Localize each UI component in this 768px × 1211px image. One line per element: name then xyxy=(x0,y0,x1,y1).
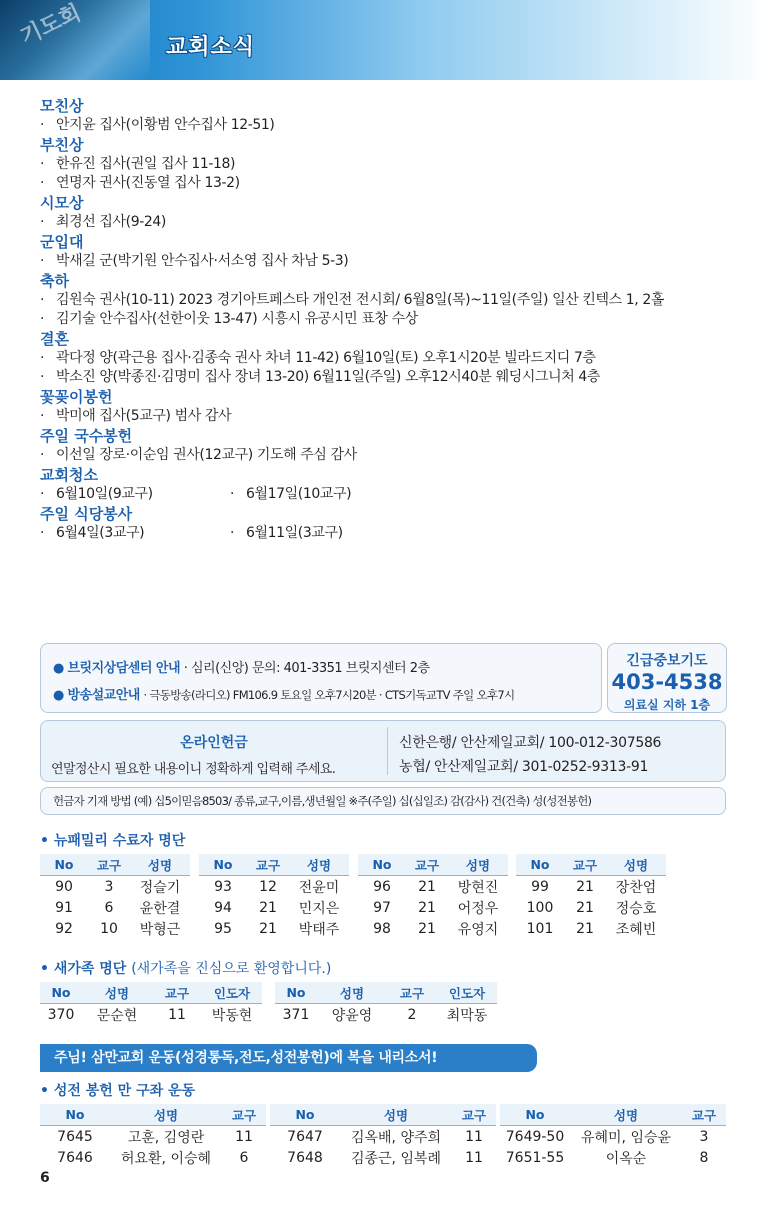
column-header: 성명 xyxy=(104,985,130,1001)
meal-item-text: 6월11일(3교구) xyxy=(246,525,343,541)
table-cell: 96 xyxy=(373,878,391,895)
news-item xyxy=(40,407,740,426)
table-cell: 97 xyxy=(373,899,391,916)
column-header: 성명 xyxy=(147,857,173,873)
offering-table-header xyxy=(500,1104,726,1126)
table-cell: 11 xyxy=(465,1149,483,1166)
bullet-icon: · xyxy=(40,486,45,502)
table-cell: 3 xyxy=(104,878,114,895)
offering-table xyxy=(270,1104,496,1168)
news-item-text: 이선일 장로·이순임 권사(12교구) 기도해 주심 감사 xyxy=(56,447,357,463)
bullet-icon: · xyxy=(230,486,235,502)
news-category: 시모상 xyxy=(40,194,84,212)
table-row xyxy=(516,918,666,939)
prayer-banner: 주님! 삼만교회 운동(성경통독,전도,성전봉헌)에 복을 내리소서! xyxy=(40,1044,537,1072)
offering-method-box: 헌금자 기재 방법 (예) 십5이믿음8503/ 종류,교구,이름,생년월일 ※주(주일) 십(십일조) 감(감사) 건(건축) 성(성전봉헌) xyxy=(40,787,726,815)
online-offering-subtitle: 연말정산시 필요한 내용이니 정확하게 입력해 주세요. xyxy=(51,762,336,777)
news-item xyxy=(40,310,740,329)
table-cell: 박태주 xyxy=(298,921,340,938)
newfamily-table-header xyxy=(199,854,349,876)
table-row xyxy=(40,876,190,897)
table-cell: 21 xyxy=(418,920,436,937)
meal-category: 주일 식당봉사 xyxy=(40,505,133,523)
bullet-icon: ● xyxy=(53,661,64,676)
newfamily-table-header xyxy=(516,854,666,876)
broadcast-label: 방송설교안내 xyxy=(67,688,140,703)
news-item-text: 연명자 권사(진동열 집사 13-2) xyxy=(56,175,240,191)
table-cell: 7647 xyxy=(287,1128,323,1145)
news-item xyxy=(40,213,740,232)
news-item xyxy=(40,349,740,368)
bullet-icon: · xyxy=(40,408,45,424)
column-header: 교구 xyxy=(231,1107,257,1123)
bullet-icon: · xyxy=(40,156,45,172)
news-item-text: 김원숙 권사(10-11) 2023 경기아트페스타 개인전 전시회/ 6월8일(목)~11일(주일) 일산 킨텍스 1, 2홀 xyxy=(56,292,665,308)
news-category: 모친상 xyxy=(40,97,84,115)
column-header: 성명 xyxy=(613,1107,639,1123)
table-cell: 고훈, 김영란 xyxy=(127,1129,205,1146)
table-cell: 12 xyxy=(259,878,277,895)
newmembers-table-header xyxy=(40,982,262,1004)
news-category: 꽃꽂이봉헌 xyxy=(40,388,113,406)
table-cell: 6 xyxy=(239,1149,249,1166)
column-header: No xyxy=(286,985,306,1000)
column-header: No xyxy=(54,857,74,872)
broadcast-text: · 극동방송(라디오) FM106.9 토요일 오후7시20분 · CTS기독교TV 주일 오후7시 xyxy=(143,688,515,702)
cleaning-item xyxy=(230,485,420,504)
offering-title: • 성전 봉헌 만 구좌 운동 xyxy=(40,1083,196,1099)
newmembers-table-header xyxy=(275,982,497,1004)
urgent-prayer-phone: 403-4538 xyxy=(611,670,723,694)
news-item xyxy=(40,116,740,135)
news-item-text: 김기술 안수집사(선한이웃 13-47) 시흥시 유공시민 표창 수상 xyxy=(56,311,418,327)
table-cell: 91 xyxy=(55,899,73,916)
table-row xyxy=(40,1147,266,1168)
column-header: No xyxy=(213,857,233,872)
newfamily-table-header xyxy=(358,854,508,876)
newfamily-table xyxy=(40,854,190,939)
table-row xyxy=(516,876,666,897)
online-offering-box xyxy=(40,720,726,782)
newmembers-table xyxy=(40,982,262,1025)
bullet-icon: · xyxy=(40,525,45,541)
news-item-text: 한유진 집사(권일 집사 11-18) xyxy=(56,156,236,172)
table-row xyxy=(40,918,190,939)
column-header: No xyxy=(65,1107,85,1122)
offering-table-header xyxy=(270,1104,496,1126)
news-item xyxy=(40,291,740,310)
bank-account-nonghyup: 농협/ 안산제일교회/ 301-0252-9313-91 xyxy=(399,759,649,775)
urgent-prayer-box xyxy=(607,643,727,713)
table-row xyxy=(199,876,349,897)
table-cell: 21 xyxy=(418,899,436,916)
table-cell: 김종근, 임복례 xyxy=(350,1150,442,1167)
online-offering-title: 온라인헌금 xyxy=(180,735,248,751)
table-cell: 371 xyxy=(282,1006,310,1023)
news-item-text: 박소진 양(박종진·김명미 집사 장녀 13-20) 6월11일(주일) 오후12시40분 웨딩시그니처 4층 xyxy=(56,369,601,385)
table-cell: 21 xyxy=(418,878,436,895)
table-cell: 21 xyxy=(576,899,594,916)
news-category: 결혼 xyxy=(40,330,69,348)
newfamily-title: • 뉴패밀리 수료자 명단 xyxy=(40,833,186,849)
newfamily-table xyxy=(199,854,349,939)
offering-table-header xyxy=(40,1104,266,1126)
column-header: No xyxy=(51,985,71,1000)
meal-items xyxy=(40,524,740,543)
table-cell: 윤한결 xyxy=(139,900,181,917)
table-cell: 11 xyxy=(465,1128,483,1145)
news-category: 군입대 xyxy=(40,233,84,251)
divider xyxy=(387,727,388,775)
newfamily-table-header xyxy=(40,854,190,876)
table-row xyxy=(270,1147,496,1168)
news-category: 주일 국수봉헌 xyxy=(40,427,133,445)
bullet-icon: · xyxy=(40,175,45,191)
column-header: 교구 xyxy=(96,857,122,873)
table-cell: 92 xyxy=(55,920,73,937)
table-cell: 11 xyxy=(235,1128,253,1145)
news-item-text: 박새길 군(박기원 안수집사·서소영 집사 차남 5-3) xyxy=(56,253,349,269)
cleaning-category: 교회청소 xyxy=(40,466,98,484)
newmembers-title xyxy=(40,958,331,978)
table-cell: 21 xyxy=(576,920,594,937)
table-cell: 370 xyxy=(47,1006,75,1023)
table-cell: 100 xyxy=(526,899,554,916)
header-decoration xyxy=(0,0,150,80)
table-row xyxy=(516,897,666,918)
news-item xyxy=(40,155,740,174)
column-header: 성명 xyxy=(339,985,365,1001)
column-header: 성명 xyxy=(153,1107,179,1123)
table-cell: 조혜빈 xyxy=(615,921,657,938)
column-header: 성명 xyxy=(306,857,332,873)
column-header: 성명 xyxy=(465,857,491,873)
meal-item xyxy=(230,524,420,543)
table-cell: 문순현 xyxy=(96,1007,138,1024)
bullet-icon: · xyxy=(40,292,45,308)
table-cell: 장찬엄 xyxy=(615,879,657,896)
table-cell: 민지은 xyxy=(298,900,340,917)
meal-item-text: 6월4일(3교구) xyxy=(56,525,145,541)
news-item xyxy=(40,446,740,465)
table-cell: 7646 xyxy=(57,1149,93,1166)
page-number: 6 xyxy=(40,1170,50,1186)
table-cell: 90 xyxy=(55,878,73,895)
table-cell: 이옥순 xyxy=(605,1150,647,1167)
column-header: 교구 xyxy=(164,985,190,1001)
broadcast-row xyxy=(53,682,601,709)
news-item-text: 곽다정 양(곽근용 집사·김종숙 권사 차녀 11-42) 6월10일(토) 오후1시20분 빌라드지디 7층 xyxy=(56,350,596,366)
bullet-icon: · xyxy=(40,311,45,327)
table-cell: 박형근 xyxy=(139,921,181,938)
header-art-text: 기도회 xyxy=(16,0,85,51)
table-cell: 최막동 xyxy=(446,1007,488,1024)
cleaning-item-text: 6월17일(10교구) xyxy=(246,486,352,502)
newmembers-note: (새가족을 진심으로 환영합니다.) xyxy=(131,961,332,977)
table-cell: 3 xyxy=(699,1128,709,1145)
cleaning-item-text: 6월10일(9교구) xyxy=(56,486,153,502)
table-cell: 7651-55 xyxy=(505,1149,565,1166)
newfamily-table xyxy=(358,854,508,939)
bank-account-shinhan: 신한은행/ 안산제일교회/ 100-012-307586 xyxy=(399,735,662,751)
table-cell: 93 xyxy=(214,878,232,895)
table-row xyxy=(199,918,349,939)
table-row xyxy=(358,876,508,897)
column-header: 인도자 xyxy=(213,985,251,1001)
cleaning-item xyxy=(40,485,230,504)
urgent-prayer-title: 긴급중보기도 xyxy=(626,653,708,669)
table-cell: 2 xyxy=(407,1006,417,1023)
bullet-icon: · xyxy=(40,117,45,133)
column-header: 교구 xyxy=(572,857,598,873)
newmembers-title-text: • 새가족 명단 xyxy=(40,961,127,977)
column-header: 성명 xyxy=(383,1107,409,1123)
table-cell: 허요환, 이승혜 xyxy=(120,1150,212,1167)
news-item-text: 최경선 집사(9-24) xyxy=(56,214,166,230)
table-cell: 정승호 xyxy=(615,900,657,917)
table-row xyxy=(40,1004,262,1025)
header-banner xyxy=(0,0,768,80)
news-item xyxy=(40,368,740,387)
table-cell: 11 xyxy=(168,1006,186,1023)
cleaning-items xyxy=(40,485,740,504)
news-category: 축하 xyxy=(40,272,69,290)
meal-item xyxy=(40,524,230,543)
table-cell: 95 xyxy=(214,920,232,937)
table-cell: 방현진 xyxy=(457,879,499,896)
table-row xyxy=(199,897,349,918)
table-row xyxy=(40,1126,266,1147)
news-category: 부친상 xyxy=(40,136,84,154)
table-cell: 유혜미, 임승윤 xyxy=(580,1129,672,1146)
bullet-icon: ● xyxy=(53,688,64,703)
column-header: No xyxy=(372,857,392,872)
news-item xyxy=(40,252,740,271)
newmembers-table xyxy=(275,982,497,1025)
church-news xyxy=(40,96,740,543)
table-cell: 98 xyxy=(373,920,391,937)
table-cell: 94 xyxy=(214,899,232,916)
table-cell: 김옥배, 양주희 xyxy=(350,1129,442,1146)
table-cell: 유영지 xyxy=(457,921,499,938)
column-header: No xyxy=(530,857,550,872)
table-cell: 21 xyxy=(576,878,594,895)
news-item-text: 안지윤 집사(이황범 안수집사 12-51) xyxy=(56,117,275,133)
table-cell: 7645 xyxy=(57,1128,93,1145)
table-cell: 101 xyxy=(526,920,554,937)
table-row xyxy=(40,897,190,918)
bullet-icon: · xyxy=(40,447,45,463)
table-cell: 박동현 xyxy=(211,1007,253,1024)
table-cell: 10 xyxy=(100,920,118,937)
info-box xyxy=(40,643,602,713)
table-row xyxy=(500,1126,726,1147)
table-cell: 21 xyxy=(259,920,277,937)
table-cell: 7649-50 xyxy=(505,1128,565,1145)
column-header: 성명 xyxy=(623,857,649,873)
bullet-icon: · xyxy=(40,369,45,385)
column-header: 인도자 xyxy=(448,985,486,1001)
news-item-text: 박미애 집사(5교구) 범사 감사 xyxy=(56,408,232,424)
column-header: 교구 xyxy=(399,985,425,1001)
bullet-icon: · xyxy=(40,214,45,230)
column-header: 교구 xyxy=(461,1107,487,1123)
online-offering-left xyxy=(41,721,387,781)
table-row xyxy=(358,897,508,918)
table-row xyxy=(275,1004,497,1025)
page-title: 교회소식 xyxy=(166,35,256,60)
offering-table xyxy=(500,1104,726,1168)
table-cell: 7648 xyxy=(287,1149,323,1166)
table-cell: 99 xyxy=(531,878,549,895)
urgent-prayer-location: 의료실 지하 1층 xyxy=(623,698,711,712)
bridge-center-text: · 심리(신앙) 문의: 401-3351 브릿지센터 2층 xyxy=(183,661,430,676)
column-header: No xyxy=(295,1107,315,1122)
column-header: 교구 xyxy=(255,857,281,873)
bullet-icon: · xyxy=(230,525,235,541)
bridge-center-row xyxy=(53,656,601,682)
table-cell: 어정우 xyxy=(457,900,499,917)
table-cell: 전윤미 xyxy=(298,879,340,896)
column-header: 교구 xyxy=(691,1107,717,1123)
table-cell: 정슬기 xyxy=(139,879,181,896)
table-cell: 양윤영 xyxy=(331,1007,373,1024)
newfamily-table xyxy=(516,854,666,939)
bullet-icon: · xyxy=(40,253,45,269)
bullet-icon: · xyxy=(40,350,45,366)
table-cell: 21 xyxy=(259,899,277,916)
table-row xyxy=(358,918,508,939)
offering-table xyxy=(40,1104,266,1168)
news-item xyxy=(40,174,740,193)
table-row xyxy=(270,1126,496,1147)
column-header: 교구 xyxy=(414,857,440,873)
bridge-center-label: 브릿지상담센터 안내 xyxy=(67,661,181,676)
table-cell: 6 xyxy=(104,899,114,916)
table-row xyxy=(500,1147,726,1168)
table-cell: 8 xyxy=(699,1149,709,1166)
column-header: No xyxy=(525,1107,545,1122)
